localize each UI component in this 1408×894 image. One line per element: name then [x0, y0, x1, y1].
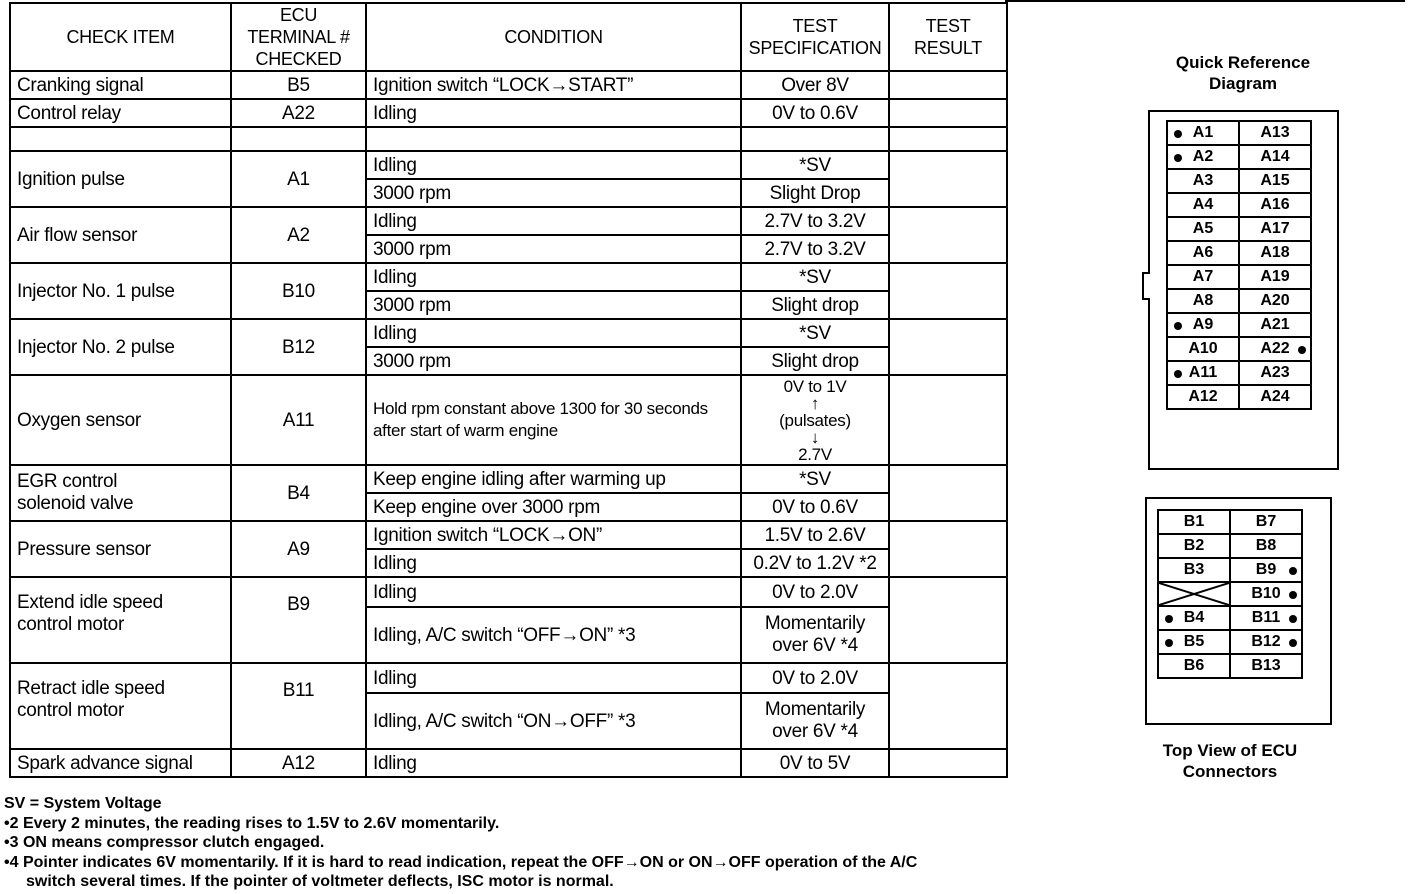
result-cell — [889, 577, 1007, 663]
pin-b3: B3 — [1158, 558, 1230, 582]
table-row — [10, 375, 1007, 465]
spec-inj2-idle: *SV — [741, 319, 889, 347]
header-condition: CONDITION — [366, 3, 741, 71]
terminal-extend-isc: B9 — [231, 577, 366, 663]
pin-b7: B7 — [1230, 510, 1302, 534]
condition-pressure-idle: Idling — [366, 549, 741, 577]
pin-a24: A24 — [1239, 385, 1311, 409]
spec-pressure-on: 1.5V to 2.6V — [741, 521, 889, 549]
note-sv: SV = System Voltage — [4, 795, 162, 812]
result-cell — [889, 207, 1007, 263]
item-injector-1: Injector No. 1 pulse — [10, 263, 231, 319]
note-4-line1: •4 Pointer indicates 6V momentarily. If it is hard to read indication, repeat the OFF→ON or ON→OFF operation of the A/C — [4, 853, 918, 871]
spec-extend-ac-line1: Momentarily — [764, 613, 866, 634]
pin-a8: A8 — [1167, 289, 1239, 313]
table-row-blank — [10, 127, 1007, 151]
condition-spark-advance: Idling — [366, 749, 741, 777]
spec-airflow-3000: 2.7V to 3.2V — [741, 235, 889, 263]
pin-a4: A4 — [1167, 193, 1239, 217]
result-cell — [889, 71, 1007, 99]
connector-a-key — [1142, 272, 1150, 300]
footnotes — [4, 794, 917, 892]
item-cranking: Cranking signal — [10, 71, 231, 99]
pin-b13: B13 — [1230, 654, 1302, 678]
header-ecu-line3: CHECKED — [255, 49, 342, 69]
connector-caption — [1140, 740, 1320, 782]
terminal-control-relay: A22 — [231, 99, 366, 127]
condition-ignition-idle: Idling — [366, 151, 741, 179]
spec-extend-ac-line2: over 6V *4 — [772, 635, 858, 656]
spec-retract-ac-line2: over 6V *4 — [772, 721, 858, 742]
connector-b — [1145, 497, 1332, 725]
spec-inj2-3000: Slight drop — [741, 347, 889, 375]
condition-control-relay: Idling — [366, 99, 741, 127]
result-cell — [889, 151, 1007, 207]
pin-a23: A23 — [1239, 361, 1311, 385]
result-cell — [889, 375, 1007, 465]
top-rule — [1005, 0, 1405, 2]
condition-inj1-3000: 3000 rpm — [366, 291, 741, 319]
condition-retract-ac: Idling, A/C switch “ON→OFF” *3 — [366, 693, 741, 749]
item-retract-isc — [10, 663, 231, 749]
spec-oxygen-pulsates: (pulsates) — [779, 410, 851, 430]
terminal-air-flow: A2 — [231, 207, 366, 263]
pin-b6: B6 — [1158, 654, 1230, 678]
header-check-item: CHECK ITEM — [10, 3, 231, 71]
spec-ignition-idle: *SV — [741, 151, 889, 179]
header-test-spec — [741, 3, 889, 71]
item-extend-isc — [10, 577, 231, 663]
terminal-retract-isc: B11 — [231, 663, 366, 749]
header-test-result — [889, 3, 1007, 71]
item-ignition-pulse: Ignition pulse — [10, 151, 231, 207]
table-row — [10, 749, 1007, 777]
terminal-cranking: B5 — [231, 71, 366, 99]
spec-oxygen-range: 0V to 1V — [783, 376, 847, 396]
item-air-flow: Air flow sensor — [10, 207, 231, 263]
item-egr-line1: EGR control — [17, 471, 118, 492]
spec-retract-ac — [741, 693, 889, 749]
pin-b8: B8 — [1230, 534, 1302, 558]
condition-inj1-idle: Idling — [366, 263, 741, 291]
blank-cell — [741, 127, 889, 151]
table-row — [10, 99, 1007, 127]
condition-extend-idle: Idling — [366, 577, 741, 607]
pin-a14: A14 — [1239, 145, 1311, 169]
pin-a7: A7 — [1167, 265, 1239, 289]
pin-a12: A12 — [1167, 385, 1239, 409]
connector-caption-line2: Connectors — [1182, 762, 1278, 781]
pin-b5: B5 — [1158, 630, 1230, 654]
item-retract-line2: control motor — [17, 700, 124, 721]
spec-oxygen-sensor — [741, 375, 889, 465]
connector-caption-line1: Top View of ECU — [1162, 741, 1298, 760]
table-row — [10, 577, 1007, 607]
table-header-row — [10, 3, 1007, 71]
item-control-relay: Control relay — [10, 99, 231, 127]
diagram-title-line1: Quick Reference — [1175, 53, 1311, 72]
pin-a16: A16 — [1239, 193, 1311, 217]
pin-a2: A2 — [1167, 145, 1239, 169]
pin-blank-crossed — [1158, 582, 1230, 606]
item-spark-advance: Spark advance signal — [10, 749, 231, 777]
spec-oxygen-max: 2.7V — [798, 444, 832, 464]
spec-ignition-3000: Slight Drop — [741, 179, 889, 207]
result-cell — [889, 263, 1007, 319]
spec-retract-idle: 0V to 2.0V — [741, 663, 889, 693]
spec-egr-3000: 0V to 0.6V — [741, 493, 889, 521]
blank-cell — [231, 127, 366, 151]
item-retract-line1: Retract idle speed — [17, 678, 165, 699]
condition-ignition-3000: 3000 rpm — [366, 179, 741, 207]
result-cell — [889, 465, 1007, 521]
condition-pressure-on: Ignition switch “LOCK→ON” — [366, 521, 741, 549]
spec-egr-idle: *SV — [741, 465, 889, 493]
table-row — [10, 319, 1007, 347]
pin-a20: A20 — [1239, 289, 1311, 313]
pin-a1: A1 — [1167, 121, 1239, 145]
condition-oxygen-sensor: Hold rpm constant above 1300 for 30 seconds after start of warm engine — [366, 375, 741, 465]
table-row — [10, 263, 1007, 291]
pin-a9: A9 — [1167, 313, 1239, 337]
terminal-spark-advance: A12 — [231, 749, 366, 777]
condition-airflow-idle: Idling — [366, 207, 741, 235]
pin-b12: B12 — [1230, 630, 1302, 654]
header-result-line1: TEST — [925, 16, 971, 36]
item-egr — [10, 465, 231, 521]
pin-a6: A6 — [1167, 241, 1239, 265]
spec-extend-ac — [741, 607, 889, 663]
result-cell — [889, 521, 1007, 577]
item-egr-line2: solenoid valve — [17, 493, 134, 514]
header-ecu-line1: ECU — [279, 5, 318, 25]
blank-cell — [889, 127, 1007, 151]
terminal-ignition-pulse: A1 — [231, 151, 366, 207]
pin-b9: B9 — [1230, 558, 1302, 582]
diagram-title-line2: Diagram — [1208, 74, 1278, 93]
header-spec-line1: TEST — [792, 16, 838, 36]
arrow-up-icon: ↑ — [810, 393, 820, 413]
pin-a17: A17 — [1239, 217, 1311, 241]
pin-a5: A5 — [1167, 217, 1239, 241]
pin-b11: B11 — [1230, 606, 1302, 630]
spec-inj1-3000: Slight drop — [741, 291, 889, 319]
cross-icon — [1159, 583, 1229, 605]
connector-a — [1148, 110, 1339, 470]
blank-cell — [10, 127, 231, 151]
item-injector-2: Injector No. 2 pulse — [10, 319, 231, 375]
note-4-line2: switch several times. If the pointer of voltmeter deflects, ISC motor is normal. — [26, 873, 614, 890]
note-2: •2 Every 2 minutes, the reading rises to 1.5V to 2.6V momentarily. — [4, 814, 500, 832]
result-cell — [889, 319, 1007, 375]
connector-b-grid — [1157, 509, 1303, 679]
condition-inj2-3000: 3000 rpm — [366, 347, 741, 375]
condition-extend-ac: Idling, A/C switch “OFF→ON” *3 — [366, 607, 741, 663]
spec-airflow-idle: 2.7V to 3.2V — [741, 207, 889, 235]
spec-control-relay: 0V to 0.6V — [741, 99, 889, 127]
table-row — [10, 151, 1007, 179]
pin-a3: A3 — [1167, 169, 1239, 193]
header-ecu-line2: TERMINAL # — [247, 27, 350, 47]
table-row — [10, 521, 1007, 549]
pin-a10: A10 — [1167, 337, 1239, 361]
condition-retract-idle: Idling — [366, 663, 741, 693]
pin-b2: B2 — [1158, 534, 1230, 558]
table-row — [10, 207, 1007, 235]
pin-a13: A13 — [1239, 121, 1311, 145]
condition-egr-idle: Keep engine idling after warming up — [366, 465, 741, 493]
condition-inj2-idle: Idling — [366, 319, 741, 347]
note-3: •3 ON means compressor clutch engaged. — [4, 834, 325, 851]
connector-a-grid — [1166, 120, 1312, 410]
table-row — [10, 465, 1007, 493]
diagram-title — [1150, 52, 1336, 94]
table-row — [10, 663, 1007, 693]
header-spec-line2: SPECIFICATION — [748, 38, 882, 58]
terminal-injector-1: B10 — [231, 263, 366, 319]
pin-a22: A22 — [1239, 337, 1311, 361]
item-extend-line1: Extend idle speed — [17, 592, 163, 613]
spec-inj1-idle: *SV — [741, 263, 889, 291]
result-cell — [889, 99, 1007, 127]
ecu-check-table — [9, 2, 1008, 778]
terminal-injector-2: B12 — [231, 319, 366, 375]
pin-a18: A18 — [1239, 241, 1311, 265]
result-cell — [889, 749, 1007, 777]
terminal-egr: B4 — [231, 465, 366, 521]
item-oxygen-sensor: Oxygen sensor — [10, 375, 231, 465]
terminal-oxygen-sensor: A11 — [231, 375, 366, 465]
header-result-line2: RESULT — [914, 38, 982, 58]
spec-extend-idle: 0V to 2.0V — [741, 577, 889, 607]
header-ecu-terminal — [231, 3, 366, 71]
spec-spark-advance: 0V to 5V — [741, 749, 889, 777]
item-extend-line2: control motor — [17, 614, 124, 635]
pin-a11: A11 — [1167, 361, 1239, 385]
pin-a19: A19 — [1239, 265, 1311, 289]
pin-a15: A15 — [1239, 169, 1311, 193]
spec-pressure-idle: 0.2V to 1.2V *2 — [741, 549, 889, 577]
table-row — [10, 71, 1007, 99]
arrow-down-icon: ↓ — [810, 427, 820, 447]
condition-cranking: Ignition switch “LOCK→START” — [366, 71, 741, 99]
pin-a21: A21 — [1239, 313, 1311, 337]
condition-airflow-3000: 3000 rpm — [366, 235, 741, 263]
pin-b10: B10 — [1230, 582, 1302, 606]
blank-cell — [366, 127, 741, 151]
result-cell — [889, 663, 1007, 749]
condition-egr-3000: Keep engine over 3000 rpm — [366, 493, 741, 521]
terminal-pressure-sensor: A9 — [231, 521, 366, 577]
spec-retract-ac-line1: Momentarily — [764, 699, 866, 720]
spec-cranking: Over 8V — [741, 71, 889, 99]
pin-b1: B1 — [1158, 510, 1230, 534]
pin-b4: B4 — [1158, 606, 1230, 630]
item-pressure-sensor: Pressure sensor — [10, 521, 231, 577]
